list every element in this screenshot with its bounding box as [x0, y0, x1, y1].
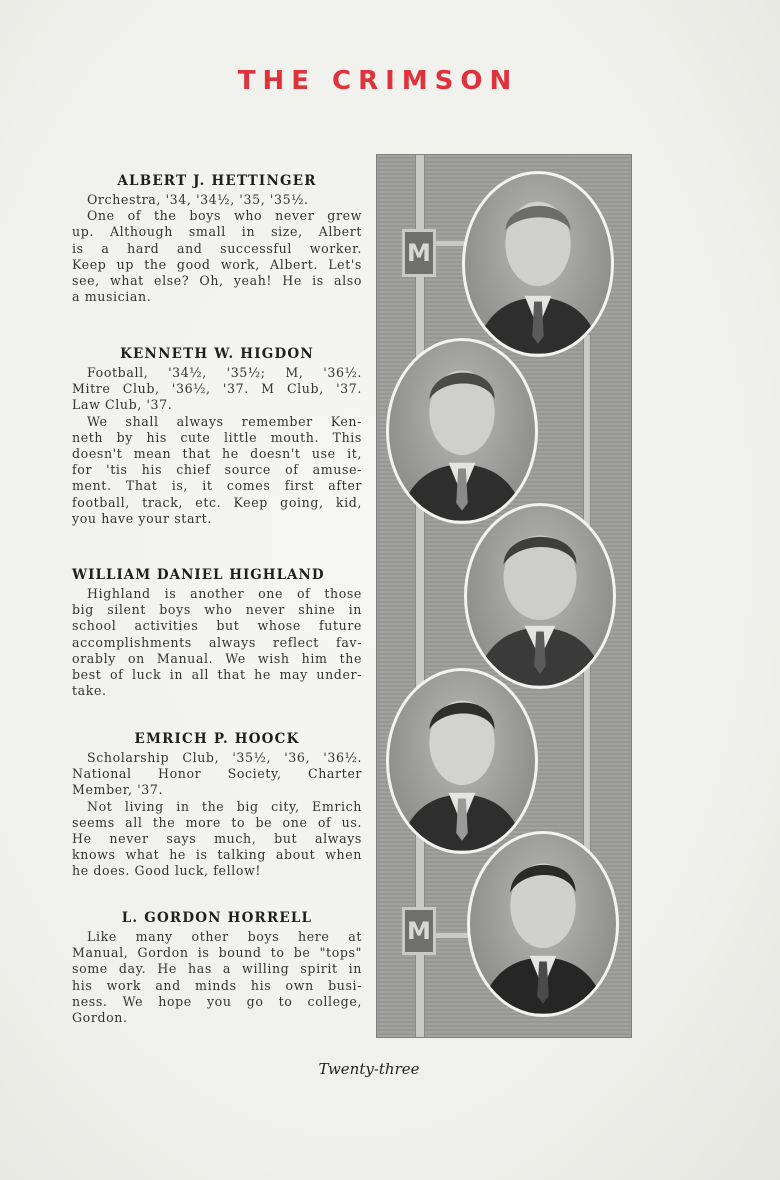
entry-highland	[72, 567, 362, 699]
page-number: Twenty-three	[318, 1060, 420, 1078]
student-name: KENNETH W. HIGDON	[120, 346, 314, 362]
portrait-photo	[386, 338, 538, 524]
m-badge-icon: M	[402, 229, 436, 277]
bio-line: seems all the more to be one of us.	[72, 814, 362, 830]
bio-line: best of luck in all that he may under-	[72, 667, 362, 683]
bio-line: football, track, etc. Keep going, kid,	[72, 494, 362, 510]
entry-hoock	[72, 731, 362, 880]
portrait-silhouette-icon	[467, 506, 613, 686]
bio-line: some day. He has a willing spirit in	[72, 961, 362, 977]
bio-line: see, what else? Oh, yeah! He is also	[72, 273, 362, 289]
entry-higdon	[72, 346, 362, 527]
activities-line: Mitre Club, '36½, '37. M Club, '37.	[72, 381, 362, 397]
bio-line: Not living in the big city, Emrich	[87, 798, 362, 814]
activities-line: Member, '37.	[72, 782, 164, 798]
portrait-silhouette-icon	[465, 174, 611, 354]
bio-line: One of the boys who never grew	[87, 208, 362, 224]
activities-line: Orchestra, '34, '34½, '35, '35½.	[87, 192, 309, 207]
activities-line: Scholarship Club, '35½, '36, '36½.	[87, 750, 362, 765]
bio-line: Keep up the good work, Albert. Let's	[72, 256, 362, 272]
bio-line: doesn't mean that he doesn't use it,	[72, 446, 362, 462]
entry-horrell	[72, 910, 362, 1026]
activities-line: Law Club, '37.	[72, 397, 173, 413]
bio-line: neth by his cute little mouth. This	[72, 429, 362, 445]
m-badge-icon: M	[402, 907, 436, 955]
activities-line: National Honor Society, Charter	[72, 766, 362, 782]
bio-line: ness. We hope you go to college,	[72, 993, 362, 1009]
entry-hettinger	[72, 173, 362, 305]
bio-line: he does. Good luck, fellow!	[72, 863, 262, 879]
bio-line: you have your start.	[72, 510, 212, 526]
bio-line: Like many other boys here at	[87, 929, 362, 944]
student-name: WILLIAM DANIEL HIGHLAND	[72, 567, 325, 583]
portrait-photo	[386, 668, 538, 854]
portrait-photo	[464, 503, 616, 689]
bio-line: He never says much, but always	[72, 831, 362, 847]
bio-line: a musician.	[72, 289, 152, 305]
bio-line: up. Although small in size, Albert	[72, 224, 362, 240]
bio-line: ment. That is, it comes first after	[72, 478, 362, 494]
decorative-rail	[415, 155, 425, 1037]
student-name: ALBERT J. HETTINGER	[117, 173, 317, 189]
student-name: L. GORDON HORRELL	[121, 910, 313, 926]
student-name: EMRICH P. HOOCK	[134, 731, 300, 747]
portrait-silhouette-icon	[389, 341, 535, 521]
bio-line: take.	[72, 683, 107, 699]
bio-line: Gordon.	[72, 1010, 128, 1026]
bio-line: We shall always remember Ken-	[87, 413, 362, 429]
bio-line: accomplishments always reflect fav-	[72, 634, 362, 650]
photo-strip	[376, 154, 632, 1038]
bio-line: is a hard and successful worker.	[72, 240, 362, 256]
bio-line: his work and minds his own busi-	[72, 977, 362, 993]
portrait-silhouette-icon	[470, 834, 616, 1014]
bio-line: orably on Manual. We wish him the	[72, 650, 362, 666]
bio-line: knows what he is talking about when	[72, 847, 362, 863]
bio-line: big silent boys who never shine in	[72, 602, 362, 618]
portrait-photo	[462, 171, 614, 357]
page-header: THE CRIMSON	[237, 66, 519, 96]
portrait-photo	[467, 831, 619, 1017]
bio-line: for 'tis his chief source of amuse-	[72, 462, 362, 478]
bio-line: school activities but whose future	[72, 618, 362, 634]
bio-line: Highland is another one of those	[87, 586, 362, 601]
activities-line: Football, '34½, '35½; M, '36½.	[87, 365, 362, 380]
portrait-silhouette-icon	[389, 671, 535, 851]
bio-line: Manual, Gordon is bound to be "tops"	[72, 945, 362, 961]
